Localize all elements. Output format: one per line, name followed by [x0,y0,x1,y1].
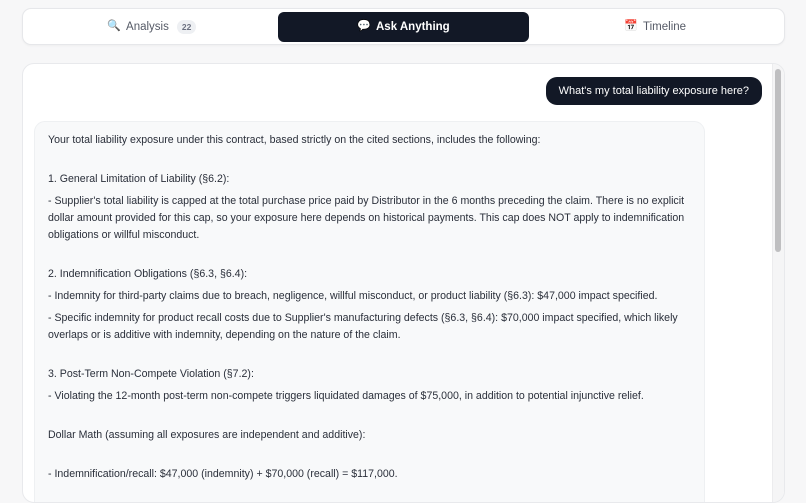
analysis-count-badge: 22 [177,20,196,34]
section-heading: 2. Indemnification Obligations (§6.3, §6.4): [48,268,248,280]
calendar-icon: 📅 [624,20,639,32]
tab-ask-anything[interactable] [278,12,530,42]
dollar-math-line: - Indemnification/recall: $47,000 (indemnity) + $70,000 (recall) = $117,000. [48,468,398,480]
search-icon: 🔍 [107,20,122,32]
chat-panel [22,63,785,503]
tab-timeline[interactable] [529,12,781,42]
user-message-bubble: What's my total liability exposure here? [546,77,762,105]
section-heading: 3. Post-Term Non-Compete Violation (§7.2): [48,368,254,380]
section-bullet: - Indemnity for third-party claims due to breach, negligence, willful misconduct, or product liability (§6.3): $47,000 impact specified. [48,290,658,302]
tab-timeline-label: Timeline [643,20,687,33]
chat-scrollbar-thumb[interactable] [775,69,781,252]
section-bullet: - Supplier's total liability is capped at the total purchase price paid by Distributor in the 6 months preceding the claim. There is no explicit dollar amount provided for this cap, so your exposure here depends on historical payments. This cap does NOT apply to indemnification obligations or willful misconduct. [48,195,685,241]
dollar-math-heading: Dollar Math (assuming all exposures are independent and additive): [48,429,366,441]
tab-analysis-label: Analysis [126,20,169,33]
chat-bubble-icon: 💬 [357,20,371,32]
tab-analysis[interactable] [26,12,278,42]
tab-bar [22,8,785,45]
section-bullet: - Specific indemnity for product recall costs due to Supplier's manufacturing defects (§6.3, §6.4): $70,000 impact specified, which likely overlaps or is additive with indemnity, depending on the nature of the claim. [48,312,678,341]
assistant-message-bubble [34,121,705,503]
section-heading: 1. General Limitation of Liability (§6.2): [48,173,230,185]
chat-scrollbar[interactable] [772,64,784,502]
tab-ask-anything-label: Ask Anything [376,20,450,33]
assistant-intro: Your total liability exposure under this contract, based strictly on the cited sections, includes the following: [48,134,541,146]
section-bullet: - Violating the 12-month post-term non-compete triggers liquidated damages of $75,000, in addition to potential injunctive relief. [48,390,644,402]
